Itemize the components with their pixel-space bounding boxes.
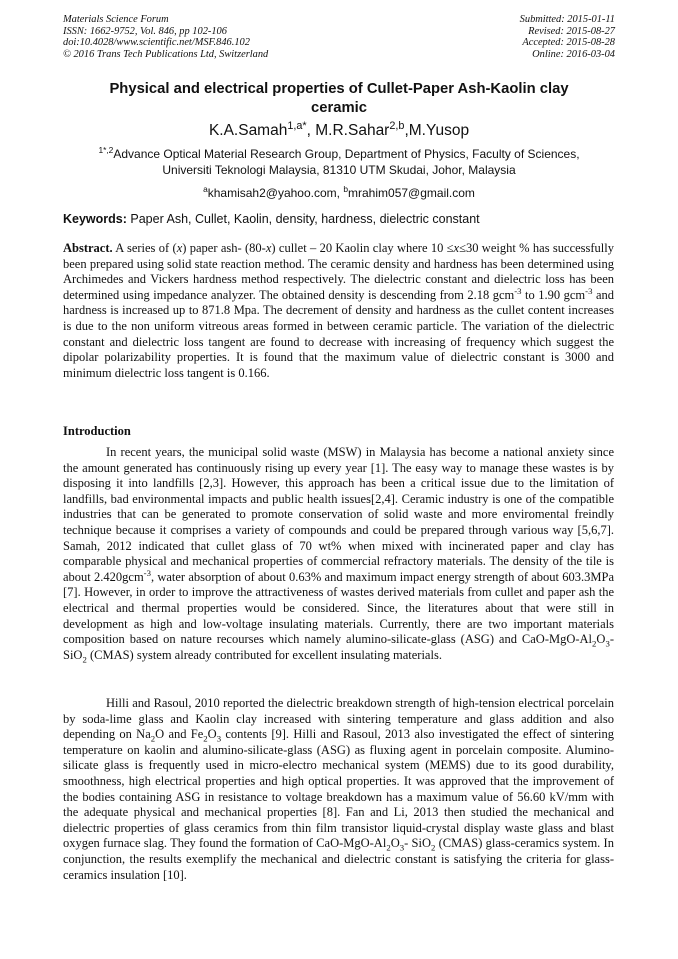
introduction-heading: Introduction [63, 424, 131, 438]
title-line-2: ceramic [311, 100, 367, 116]
introduction-paragraph-1: In recent years, the municipal solid waste (MSW) in Malaysia has become a national anxiety since the amount generated has continuously rising up every year [1]. The easy way to manage these wastes is by disposing it into landfills [2,3]. However, this approach has been a critical issue due to the limitation of landfills, bad environmental impacts and public health issues[2,4]. Ceramic industry is one of the compatible industries that can be generated to promote conservation of solid waste and more enviromental freindly technique because it comprises a variety of compounds and could be prepared through various way [5,6,7]. Samah, 2012 indicated that cullet glass of 70 wt% when mixed with incinerated paper and clay has comparable physical and mechanical properties of commercial refractory materials. The density of the tile is about 2.420gcm$^{-3}$, water absorption of about 0.63% and maximum impact energy strength of about 603.3MPa [7]. However, in order to improve the attractiveness of wastes derived materials from cullet and paper ash the electrical and thermal properties would be considered. Since, the literatures about that were still in development as high and low-voltage insulating materials. Currently, there are two important materials composition based on nature recourses which namely alumino-silicate-glass (ASG) and CaO-$MgO-Al_2O_3-$ SiO$_2$ (CMAS) system already contributed for excellent insulating materials. [63, 445, 615, 665]
keywords-line [63, 212, 615, 227]
email-address: mrahim057@gmail.com [348, 186, 475, 200]
paper-title [63, 80, 615, 118]
author-separator: , [404, 122, 409, 139]
keywords-text: Paper Ash, Cullet, Kaolin, density, hardness, dielectric constant [126, 212, 480, 226]
revised-date: Revised: 2015-08-27 [528, 25, 615, 37]
title-line-1: Physical and electrical properties of Cullet-Paper Ash-Kaolin clay [109, 81, 569, 97]
author-name: M.Yusop [408, 122, 470, 139]
journal-name: Materials Science Forum [63, 14, 169, 25]
author-emails [63, 186, 615, 201]
author-superscript: 2,b [389, 119, 405, 132]
author-name: K.A.Samah [208, 122, 288, 139]
affiliation-line-1: $^{1*,2}$Advance Optical Material Research Group, Department of Physics, Faculty of Sciences, [98, 145, 580, 161]
introduction-paragraph-2: Hilli and Rasoul, 2010 reported the dielectric breakdown strength of high-tension electrical porcelain by soda-lime glass and Kaolin clay increased with sintering temperature and glass addition and also depending on $Na_2O$ and $Fe_2O_3$ contents [9]. Hilli and Rasoul, 2013 also investigated the effect of sintering temperature on kaolin and alumino-silicate-glass (ASG) as fluxing agent in porcelain composite. Alumino-silicate glass is frequently used in micro-electro mechanical system (MEMS) due to its good durability, smoothness, high electrical properties and high optical properties. It was approved that the improvement of the bodies containing ASG in resistance to voltage breakdown has a maximum value of 56.60 kV/mm with the adequate physical and mechanical properties [8]. Fan and Li, 2013 then studied the mechanical and dielectric properties of glass ceramics from thin film transistor liquid-crystal display waste glass and blast oxygen furnace slag. They found the formation of CaO-$MgO-Al_2O_3-$ SiO$_2$ (CMAS) glass-ceramics system. In conjunction, the results exemplify the mechanical and dielectric constant is satisfying the criteria for glass-ceramics insulation [10]. [63, 696, 614, 882]
online-date: Online: 2016-03-04 [532, 48, 615, 60]
abstract-label: Abstract. [63, 241, 113, 255]
affiliation-superscript: 1*,2 [98, 145, 114, 155]
author-separator: , [306, 122, 316, 139]
author-superscript: 1,a* [287, 119, 307, 132]
affiliation-line-2: Universiti Teknologi Malaysia, 81310 UTM Skudai, Johor, Malaysia [162, 162, 516, 177]
affiliation [63, 147, 615, 178]
author-list [63, 121, 615, 141]
email-superscript: b [343, 184, 349, 194]
doi-line: doi:10.4028/www.scientific.net/MSF.846.102 [63, 37, 250, 49]
issn-line: ISSN: 1662-9752, Vol. 846, pp 102-106 [63, 25, 227, 37]
accepted-date: Accepted: 2015-08-28 [522, 37, 615, 49]
author-name: M.R.Sahar [315, 122, 390, 139]
email-superscript: a [203, 184, 208, 194]
submitted-date: Submitted: 2015-01-11 [519, 14, 615, 25]
copyright-line: © 2016 Trans Tech Publications Ltd, Switzerland [63, 48, 269, 60]
keywords-label: Keywords: [63, 212, 127, 226]
email-address: khamisah2@yahoo.com, [207, 186, 344, 200]
abstract-paragraph: Abstract. A series of (x) paper ash- (80-x) cullet – 20 Kaolin clay where 10 ≤x≤30 weight % has successfully been prepared using solid state reaction method. The ceramic density and hardness has been determined using Archimedes and Vickers hardness method respectively. The dielectric constant and dielectric loss has been determined using impedance analyzer. The obtained density is descending from 2.18 gcm$^{-3}$ to 1.90 gcm$^{-3}$ and hardness is increased up to 871.8 Mpa. The decrement of density and hardness as the cullet content increases is due to the non uniform vitreous areas formed in between ceramic particle. The variation of the dielectric constant and dielectric loss tangent are found to decrease with increasing of frequency which suggest the dipolar polarizability properties. It is found that the maximum value of dielectric constant is 3000 and minimum dielectric loss tangent is 0.166. [63, 241, 614, 380]
journal-info-header [63, 14, 268, 60]
dates-header [520, 14, 615, 60]
